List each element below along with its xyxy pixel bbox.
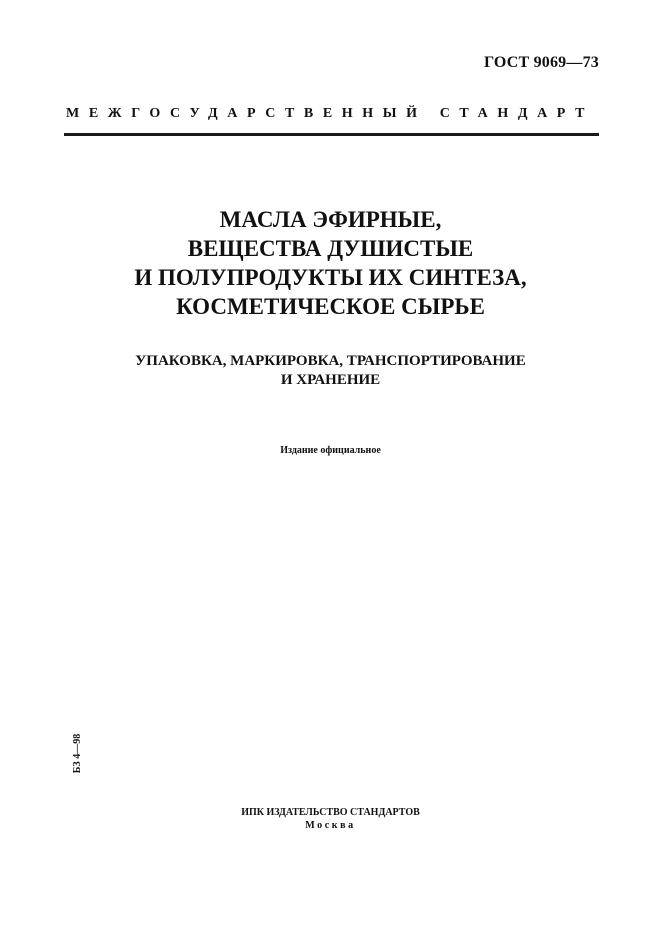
subtitle-line: И ХРАНЕНИЕ [280, 372, 381, 388]
publisher-city: Москва [305, 820, 356, 831]
title-line: ВЕЩЕСТВА ДУШИСТЫЕ [187, 236, 474, 261]
document-subtitle [60, 352, 601, 390]
edition-note: Издание официальное [280, 445, 381, 456]
title-line: МАСЛА ЭФИРНЫЕ, [219, 207, 442, 232]
subtitle-line: УПАКОВКА, МАРКИРОВКА, ТРАНСПОРТИРОВАНИЕ [135, 353, 526, 369]
title-line: И ПОЛУПРОДУКТЫ ИХ СИНТЕЗА, [134, 265, 527, 290]
header-divider [64, 133, 599, 136]
title-line: КОСМЕТИЧЕСКОЕ СЫРЬЕ [176, 294, 485, 319]
publisher-name: ИПК ИЗДАТЕЛЬСТВО СТАНДАРТОВ [241, 807, 420, 818]
document-title [60, 205, 601, 321]
side-catalog-code: БЗ 4—98 [72, 733, 84, 774]
publisher-block [60, 806, 601, 832]
document-code: ГОСТ 9069—73 [483, 54, 599, 71]
standard-type-heading: МЕЖГОСУДАРСТВЕННЫЙ СТАНДАРТ [66, 106, 595, 121]
